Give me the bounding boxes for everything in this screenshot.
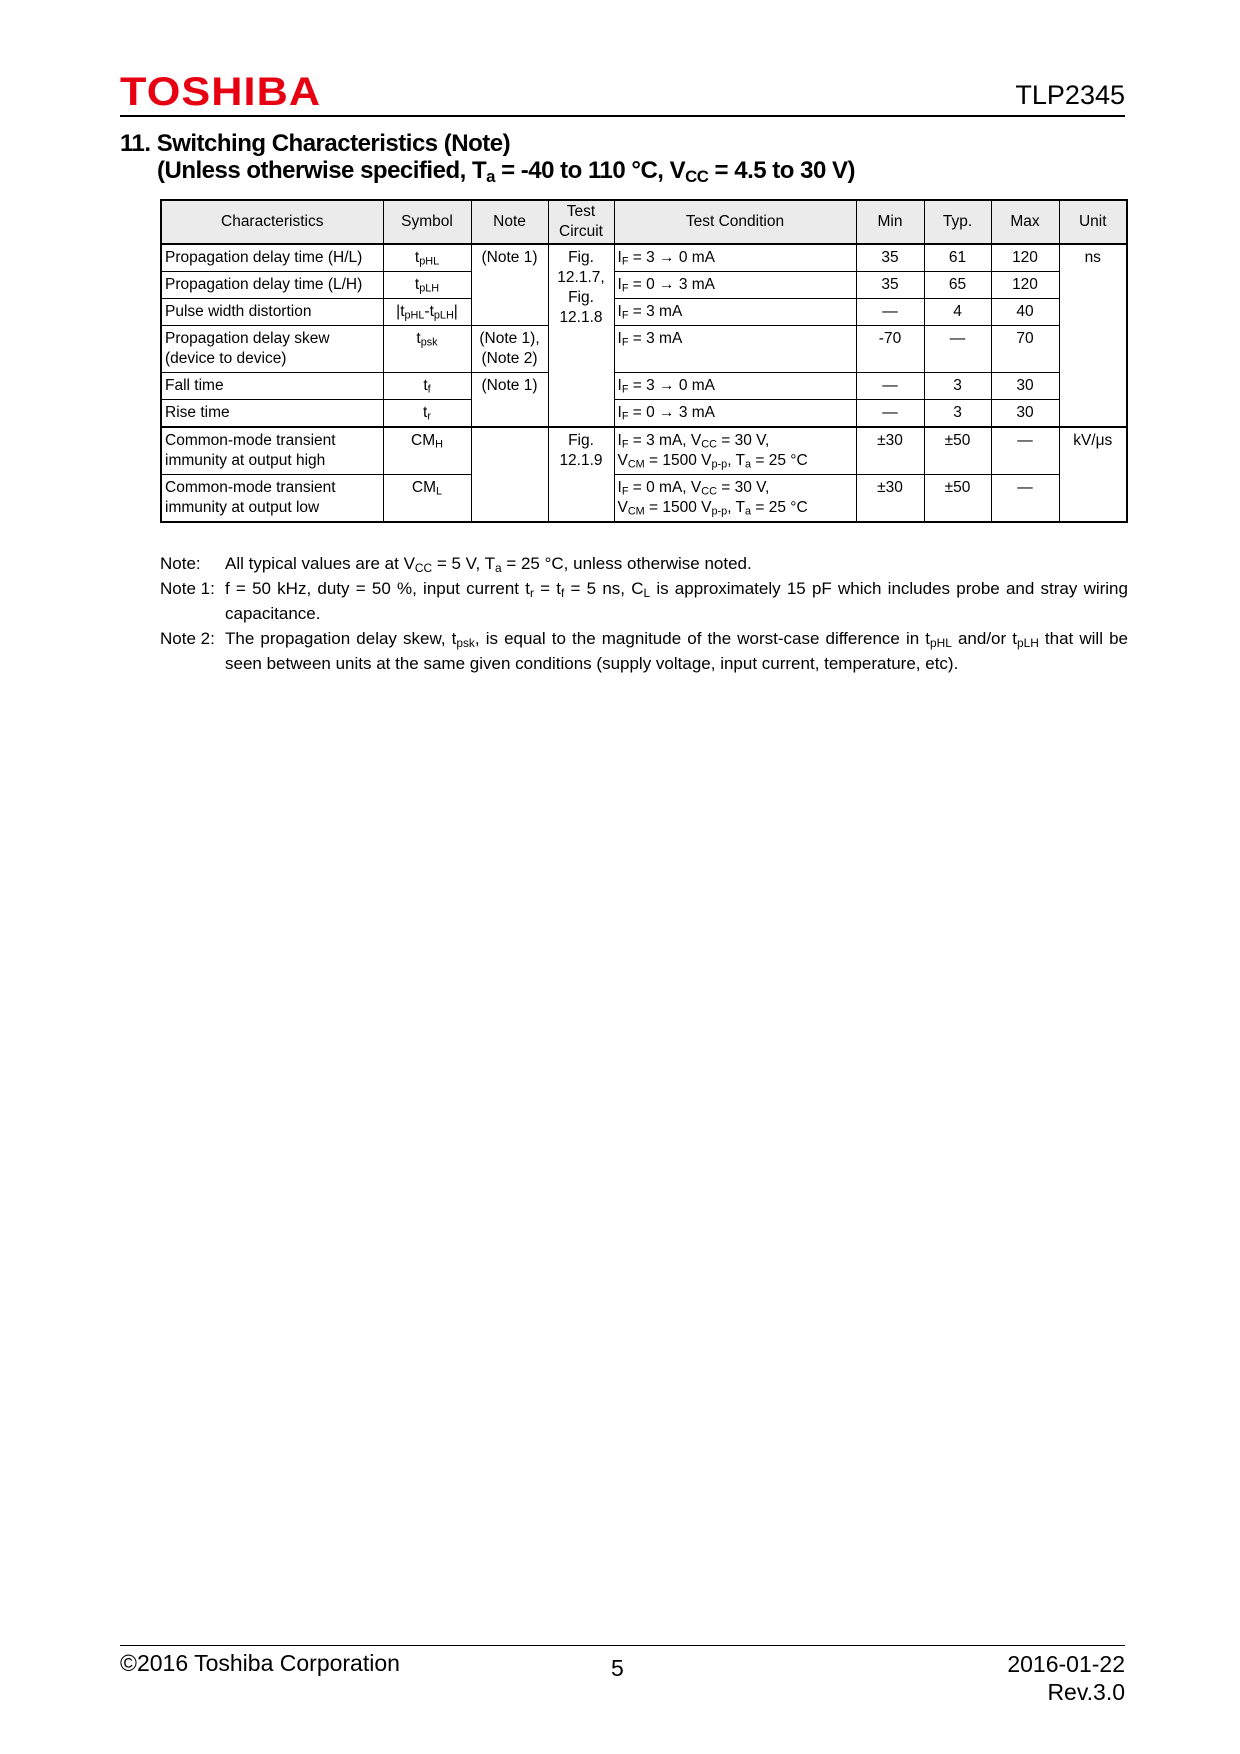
- header-unit: Unit: [1059, 200, 1127, 244]
- cell-symbol: $t_{pLH}$: [383, 272, 471, 299]
- note-general: [160, 551, 1128, 576]
- cell-symbol: $t_{pHL}$: [383, 244, 471, 272]
- table-row: [161, 373, 1127, 400]
- header-max: Max: [991, 200, 1059, 244]
- cell-characteristic: Common-mode transient immunity at output high: [161, 427, 383, 475]
- cell-min: —: [856, 299, 924, 326]
- note-text: f = 50 kHz, duty = 50 %, input current $t_r = t_f = 5$ ns, $C_L$ is approximately 15 pF which includes probe and stray wiring capacitance.: [225, 579, 1128, 623]
- footer-date-revision: [1007, 1650, 1125, 1706]
- cell-symbol: $t_f$: [383, 373, 471, 400]
- cell-test-condition: $I_F = 3$ mA: [614, 326, 856, 373]
- table-row: [161, 244, 1127, 272]
- cell-min: -70: [856, 326, 924, 373]
- footer-copyright: ©2016 Toshiba Corporation: [120, 1650, 400, 1676]
- cell-min: —: [856, 400, 924, 428]
- cell-max: —: [991, 475, 1059, 523]
- footer-divider: [120, 1645, 1125, 1646]
- header-typ: Typ.: [924, 200, 991, 244]
- cell-max: 120: [991, 272, 1059, 299]
- cell-symbol: $t_r$: [383, 400, 471, 428]
- cell-min: —: [856, 373, 924, 400]
- cell-characteristic: Common-mode transient immunity at output low: [161, 475, 383, 523]
- header-test-condition: Test Condition: [614, 200, 856, 244]
- cell-typ: 65: [924, 272, 991, 299]
- table-row: [161, 299, 1127, 326]
- cell-max: 120: [991, 244, 1059, 272]
- cell-min: 35: [856, 244, 924, 272]
- note-2: [160, 626, 1128, 676]
- cell-characteristic: Propagation delay time (H/L): [161, 244, 383, 272]
- cell-test-condition: $I_F = 3 \to 0$ mA: [614, 373, 856, 400]
- footer-page-number: 5: [611, 1655, 624, 1681]
- cell-typ: 3: [924, 373, 991, 400]
- cell-characteristic: Propagation delay skew (device to device): [161, 326, 383, 373]
- header-min: Min: [856, 200, 924, 244]
- cell-test-condition: $I_F = 3$ mA: [614, 299, 856, 326]
- cell-max: 30: [991, 400, 1059, 428]
- table-row: [161, 400, 1127, 428]
- cell-note: (Note 1): [471, 373, 548, 428]
- table-row: [161, 427, 1127, 475]
- note-label: Note 2:: [160, 629, 215, 648]
- cell-typ: 3: [924, 400, 991, 428]
- cell-typ: 4: [924, 299, 991, 326]
- note-text: All typical values are at $V_{CC} = 5$ V, $T_a = 25$ °C, unless otherwise noted.: [225, 554, 752, 575]
- header-characteristics: Characteristics: [161, 200, 383, 244]
- cell-test-condition: $I_F = 0 \to 3$ mA: [614, 400, 856, 428]
- document-number: TLP2345: [1015, 80, 1125, 110]
- cell-typ: ±50: [924, 427, 991, 475]
- cell-unit: ns: [1059, 244, 1127, 427]
- cell-max: —: [991, 427, 1059, 475]
- cell-symbol: $CM_H$: [383, 427, 471, 475]
- section-title: 11. Switching Characteristics (Note): [120, 130, 511, 157]
- cell-test-circuit: Fig. 12.1.9: [548, 427, 614, 522]
- cell-test-condition: $I_F = 0 \to 3$ mA: [614, 272, 856, 299]
- cell-symbol: $CM_L$: [383, 475, 471, 523]
- note-1: [160, 576, 1128, 626]
- table-header-row: [161, 200, 1127, 244]
- section-subtitle: (Unless otherwise specified, $T_a = -40$ to 110 °C, $V_{CC} = 4.5$ to 30 V): [157, 157, 855, 187]
- table-row: [161, 475, 1127, 523]
- toshiba-logo: TOSHIBA: [120, 70, 322, 114]
- cell-unit: kV/μs: [1059, 427, 1127, 522]
- cell-test-circuit: Fig. 12.1.7, Fig. 12.1.8: [548, 244, 614, 427]
- cell-characteristic: Rise time: [161, 400, 383, 428]
- footer-revision: Rev.3.0: [1047, 1679, 1125, 1705]
- header-test-circuit: Test Circuit: [548, 200, 614, 244]
- cell-characteristic: Fall time: [161, 373, 383, 400]
- header-note: Note: [471, 200, 548, 244]
- cell-test-condition: $I_F = 3 \to 0$ mA: [614, 244, 856, 272]
- table-row: [161, 272, 1127, 299]
- cell-characteristic: Pulse width distortion: [161, 299, 383, 326]
- table-row: [161, 326, 1127, 373]
- notes-section: [160, 551, 1128, 676]
- header-symbol: Symbol: [383, 200, 471, 244]
- cell-symbol: $t_{psk}$: [383, 326, 471, 373]
- note-label: Note 1:: [160, 579, 215, 598]
- footer-date: 2016-01-22: [1007, 1651, 1125, 1677]
- cell-min: 35: [856, 272, 924, 299]
- cell-test-condition: $I_F = 0$ mA, $V_{CC} = 30$ V, $V_{CM} = 1500$ $V_{p-p}$, $T_a = 25$ °C: [614, 475, 856, 523]
- cell-characteristic: Propagation delay time (L/H): [161, 272, 383, 299]
- header-divider: [120, 115, 1125, 117]
- cell-typ: 61: [924, 244, 991, 272]
- note-label: Note:: [160, 554, 201, 573]
- cell-note: (Note 1), (Note 2): [471, 326, 548, 373]
- switching-characteristics-table: [160, 199, 1128, 523]
- cell-note: (Note 1): [471, 244, 548, 326]
- cell-max: 30: [991, 373, 1059, 400]
- cell-min: ±30: [856, 427, 924, 475]
- cell-min: ±30: [856, 475, 924, 523]
- cell-max: 40: [991, 299, 1059, 326]
- cell-typ: ±50: [924, 475, 991, 523]
- cell-max: 70: [991, 326, 1059, 373]
- note-text: The propagation delay skew, $t_{psk}$, is equal to the magnitude of the worst-case difference in $t_{pHL}$ and/or $t_{pLH}$ that will be seen between units at the same given conditions (supply voltage, input current, temperature, etc).: [225, 629, 1128, 673]
- cell-note: [471, 427, 548, 522]
- cell-symbol: $|t_{pHL}-t_{pLH}|$: [383, 299, 471, 326]
- cell-typ: —: [924, 326, 991, 373]
- cell-test-condition: $I_F = 3$ mA, $V_{CC} = 30$ V, $V_{CM} = 1500$ $V_{p-p}$, $T_a = 25$ °C: [614, 427, 856, 475]
